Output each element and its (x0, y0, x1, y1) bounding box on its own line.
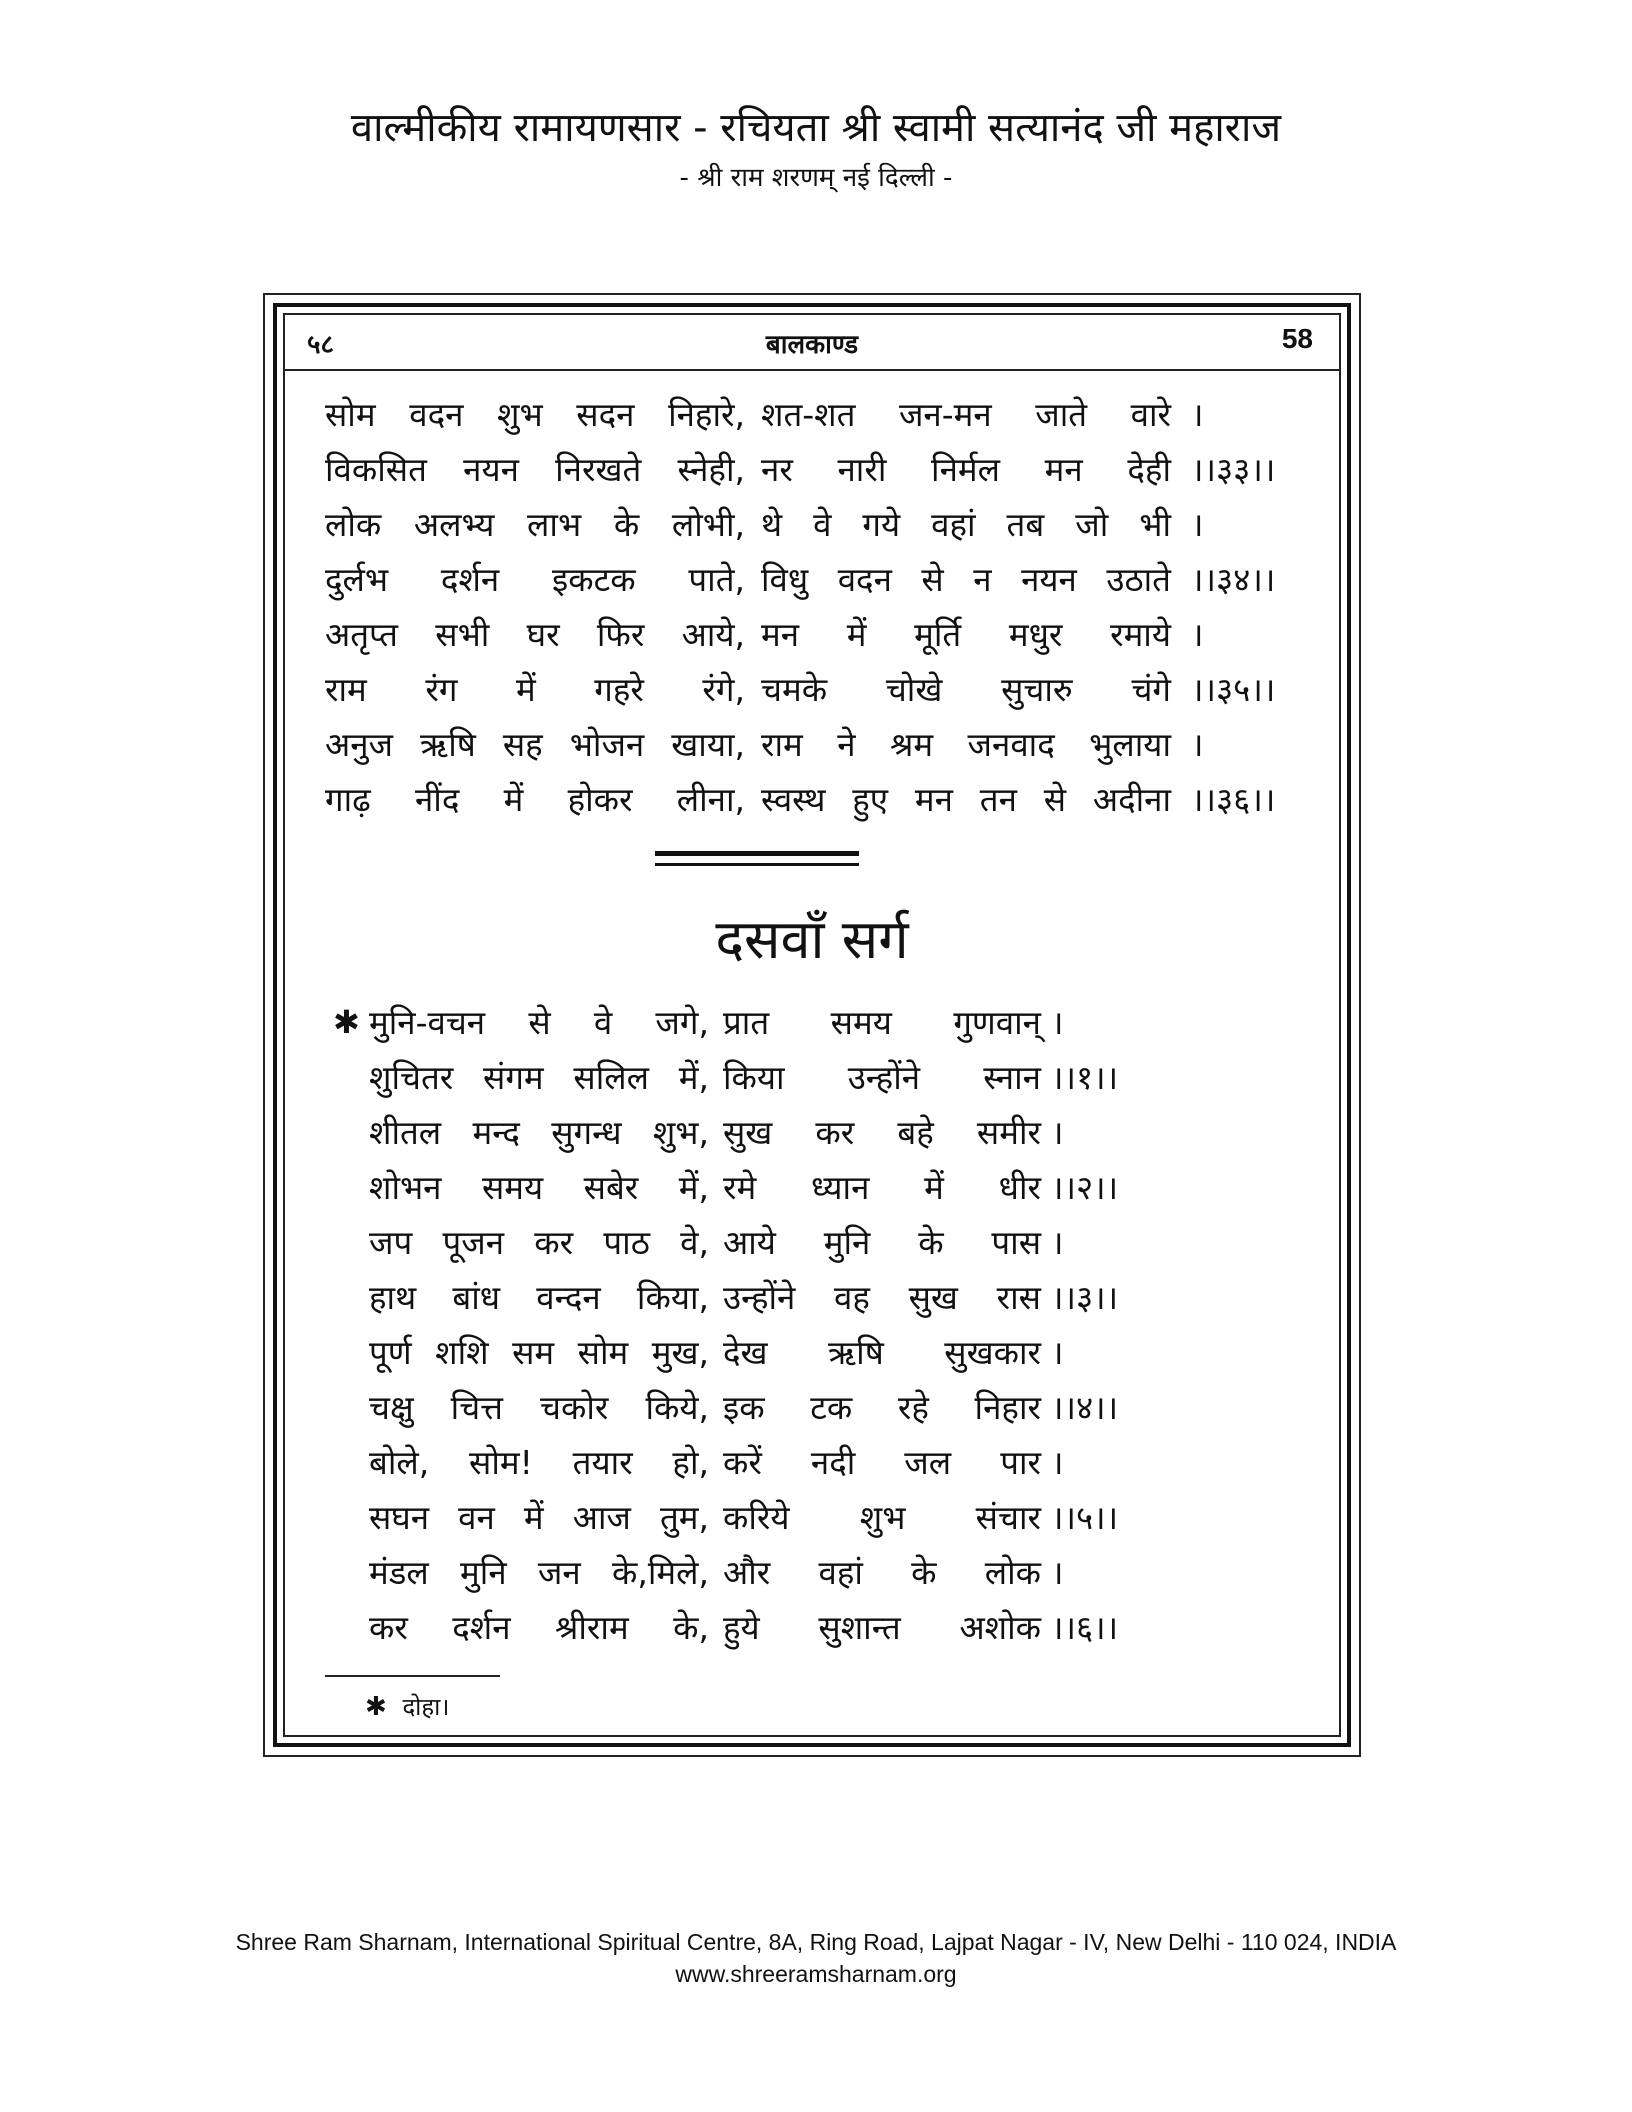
asterisk-icon: ✱ (333, 1003, 360, 1041)
verse-number: ।।५।। (1051, 1498, 1119, 1537)
verse-number: । (1051, 1333, 1064, 1372)
verse-number: ।।४।। (1051, 1388, 1119, 1427)
section-divider-thin (655, 863, 859, 866)
doha-line (325, 1270, 1325, 1325)
verse-number: । (1191, 395, 1204, 434)
verse-line (325, 387, 1325, 442)
first-half: शोभन समय सबेर में, (369, 1168, 709, 1207)
second-half: रमे ध्यान में धीर (723, 1168, 1041, 1207)
first-half: सघन वन में आज तुम, (369, 1498, 709, 1537)
doha-line (325, 1490, 1325, 1545)
second-half: हुये सुशान्त अशोक (723, 1608, 1041, 1647)
doha-line (325, 1160, 1325, 1215)
page-frame (263, 293, 1361, 1757)
first-half: लोक अलभ्य लाभ के लोभी, (325, 505, 745, 544)
first-half: जप पूजन कर पाठ वे, (369, 1223, 709, 1262)
verse-number: ।।२।। (1051, 1168, 1119, 1207)
first-half: शुचितर संगम सलिल में, (369, 1058, 709, 1097)
second-half: राम ने श्रम जनवाद भुलाया (761, 725, 1171, 764)
first-half: शीतल मन्द सुगन्ध शुभ, (369, 1113, 709, 1152)
verse-number: ।।३।। (1051, 1278, 1119, 1317)
doha-line (325, 1545, 1325, 1600)
first-half: अतृप्त सभी घर फिर आये, (325, 615, 745, 654)
section-title: दसवाँ सर्ग (715, 908, 909, 971)
second-half: थे वे गये वहां तब जो भी (761, 505, 1171, 544)
verse-line (325, 662, 1325, 717)
first-half: चक्षु चित्त चकोर किये, (369, 1388, 709, 1427)
doha-verses (325, 995, 1325, 1655)
doha-line (325, 1215, 1325, 1270)
chapter-name: बालकाण्ड (765, 330, 859, 360)
first-half: कर दर्शन श्रीराम के, (369, 1608, 709, 1647)
first-half: हाथ बांध वन्दन किया, (369, 1278, 709, 1317)
second-half: इक टक रहे निहार (723, 1388, 1041, 1427)
doha-line (325, 1380, 1325, 1435)
first-half: राम रंग में गहरे रंगे, (325, 670, 745, 709)
verse-number: । (1051, 1003, 1064, 1042)
second-half: करिये शुभ संचार (723, 1498, 1041, 1537)
book-title: वाल्मीकीय रामायणसार - रचियता श्री स्वामी सत्यानंद जी महाराज (350, 105, 1282, 151)
doha-line (325, 995, 1325, 1050)
page-number: 58 (1281, 323, 1313, 354)
doha-line (325, 1600, 1325, 1655)
frame-border (273, 303, 1351, 1747)
page-content (283, 313, 1341, 1737)
second-half: और वहां के लोक (723, 1553, 1041, 1592)
footnote-text: दोहा। (402, 1693, 450, 1721)
verse-number: ।।३६।। (1191, 780, 1276, 819)
verse-line (325, 772, 1325, 827)
verse-number: ।।३५।। (1191, 670, 1276, 709)
verse-line (325, 607, 1325, 662)
doha-line (325, 1325, 1325, 1380)
first-half: अनुज ऋषि सह भोजन खाया, (325, 725, 745, 764)
doha-line (325, 1050, 1325, 1105)
verse-number: ।।३३।। (1191, 450, 1276, 489)
verse-line (325, 552, 1325, 607)
asterisk-icon: ✱ (365, 1692, 387, 1722)
verse-line (325, 717, 1325, 772)
verse-number: । (1051, 1113, 1064, 1152)
verse-number: ।।१।। (1051, 1058, 1119, 1097)
first-half: सोम वदन शुभ सदन निहारे, (325, 395, 745, 434)
verse-number: । (1051, 1553, 1064, 1592)
second-half: प्रात समय गुणवान् (723, 1003, 1041, 1042)
verse-number: ।।६।। (1051, 1608, 1119, 1647)
second-half: देख ऋषि सुखकार (723, 1333, 1041, 1372)
publisher-line: - श्री राम शरणम् नई दिल्ली - (679, 163, 953, 193)
second-half: आये मुनि के पास (723, 1223, 1041, 1262)
second-half: उन्होंने वह सुख रास (723, 1278, 1041, 1317)
verse-line (325, 497, 1325, 552)
page-number-devanagari: ५८ (307, 330, 335, 360)
second-half: सुख कर बहे समीर (723, 1113, 1041, 1152)
second-half: करें नदी जल पार (723, 1443, 1041, 1482)
first-half: गाढ़ नींद में होकर लीना, (325, 780, 745, 819)
doha-line (325, 1435, 1325, 1490)
running-head (285, 315, 1339, 371)
first-half: बोले, सोम! तयार हो, (369, 1443, 709, 1482)
footnote (365, 1689, 449, 1725)
first-half: मुनि-वचन से वे जगे, (369, 1003, 709, 1042)
first-half: विकसित नयन निरखते स्नेही, (325, 450, 745, 489)
second-half: नर नारी निर्मल मन देही (761, 450, 1171, 489)
second-half: शत-शत जन-मन जाते वारे (761, 395, 1171, 434)
second-half: किया उन्होंने स्नान (723, 1058, 1041, 1097)
verse-number: । (1191, 615, 1204, 654)
verse-number: । (1191, 505, 1204, 544)
footer-website[interactable]: www.shreeramsharnam.org (675, 1961, 957, 1987)
first-half: मंडल मुनि जन के,मिले, (369, 1553, 709, 1592)
first-half: पूर्ण शशि सम सोम मुख, (369, 1333, 709, 1372)
first-half: दुर्लभ दर्शन इकटक पाते, (325, 560, 745, 599)
footer-address: Shree Ram Sharnam, International Spiritual Centre, 8A, Ring Road, Lajpat Nagar - IV, New Delhi - 110 024, INDIA (235, 1929, 1397, 1955)
page-footer (0, 1926, 1632, 1990)
doha-line (325, 1105, 1325, 1160)
section-divider (655, 851, 859, 856)
verse-number: । (1051, 1443, 1064, 1482)
second-half: चमके चोखे सुचारु चंगे (761, 670, 1171, 709)
chaupai-verses (325, 387, 1325, 827)
verse-number: ।।३४।। (1191, 560, 1276, 599)
second-half: स्वस्थ हुए मन तन से अदीना (761, 780, 1171, 819)
second-half: मन में मूर्ति मधुर रमाये (761, 615, 1171, 654)
verse-line (325, 442, 1325, 497)
second-half: विधु वदन से न नयन उठाते (761, 560, 1171, 599)
verse-number: । (1191, 725, 1204, 764)
page-header (0, 102, 1632, 198)
footnote-rule (325, 1675, 500, 1677)
verse-number: । (1051, 1223, 1064, 1262)
